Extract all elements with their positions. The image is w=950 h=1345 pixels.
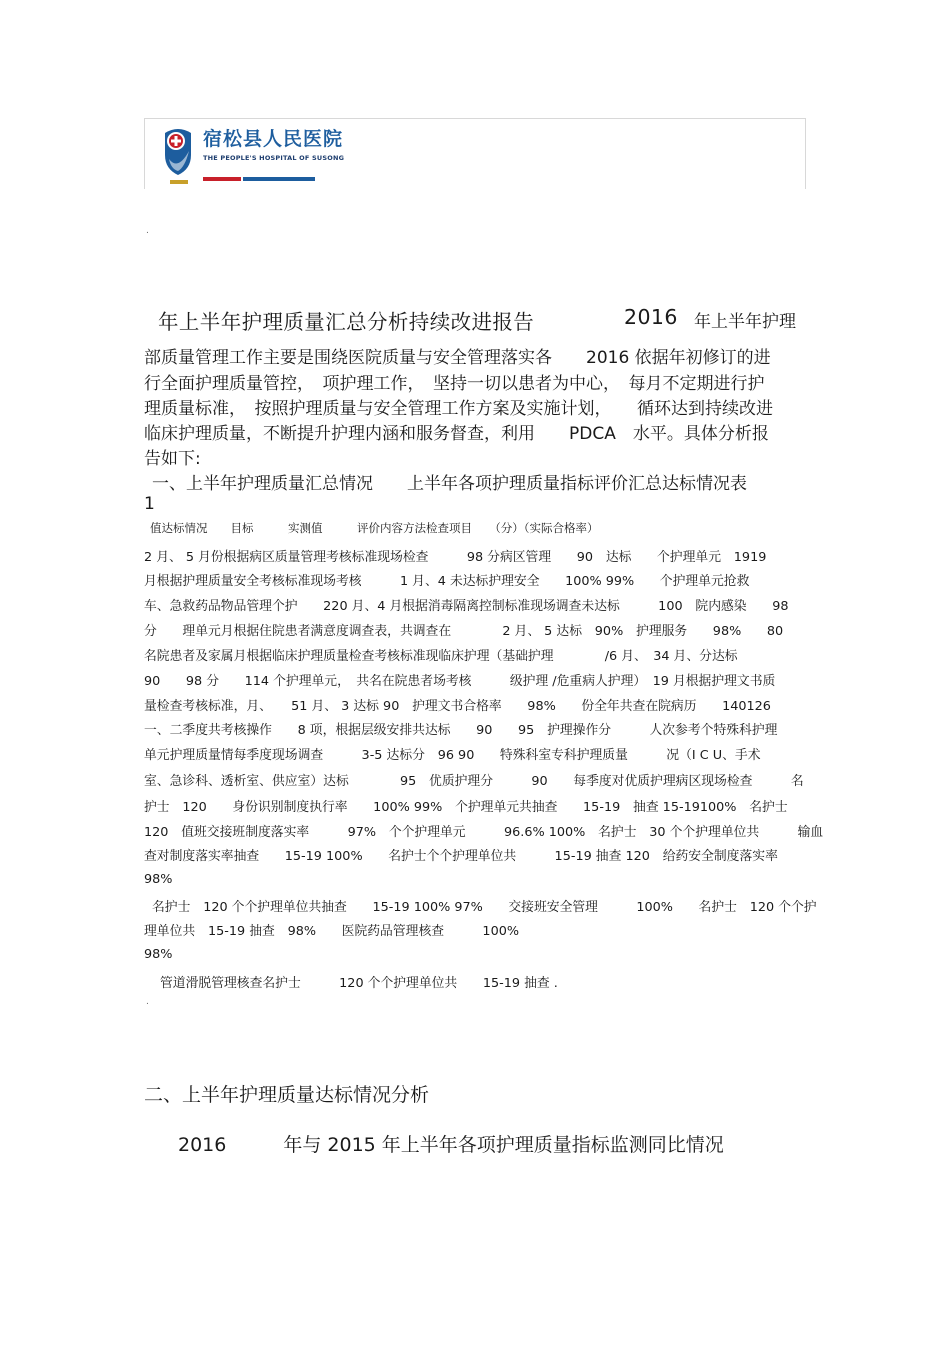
table-line: 单元护理质量情每季度现场调查 3-5 达标分 96 90 特殊科室专科护理质量 况（I C U、手术 [144,748,761,763]
report-title-continuation: 年上半年护理 [694,312,796,332]
table-line: 一、二季度共考核操作 8 项，根据层级安排共达标 90 95 护理操作分 人次参考个特殊科护理 [144,723,778,738]
letterhead [144,118,806,189]
table-line: 2 月、 5 月份根据病区质量管理考核标准现场检查 98 分病区管理 90 达标 个护理单元 1919 [144,550,767,565]
intro-line: 理质量标准， 按照护理质量与安全管理工作方案及实施计划， 循环达到持续改进 [144,399,773,419]
intro-line: 临床护理质量，不断提升护理内涵和服务督查，利用 PDCA 水平。具体分析报 [144,424,769,444]
table-line: 月根据护理质量安全考核标准现场考核 1 月、4 未达标护理安全 100% 99% 个护理单元抢救 [144,574,750,589]
hospital-logo-icon [159,125,197,187]
table-line: 90 98 分 114 个护理单元， 共名在院患者场考核 级护理 /危重病人护理） 19 月根据护理文书质 [144,674,776,689]
table-line: 120 值班交接班制度落实率 97% 个个护理单元 96.6% 100% 名护士 30 个个护理单位共 输血 [144,825,824,840]
table-line: 名院患者及家属月根据临床护理质量检查考核标准现临床护理（基础护理 /6 月、 34 月、分达标 [144,649,738,664]
intro-line: 部质量管理工作主要是围绕医院质量与安全管理落实各 2016 依据年初修订的进 [144,348,771,368]
intro-line: 告如下: [144,449,201,469]
table-line: 管道滑脱管理核查名护士 120 个个护理单位共 15-19 抽查 . [160,976,558,991]
logo-divider [203,177,315,181]
table-line: 理单位共 15-19 抽查 98% 医院药品管理核查 100% [144,924,520,939]
table-line: 护士 120 身份识别制度执行率 100% 99% 个护理单元共抽查 15-19 抽查 15-19100% 名护士 [144,800,788,815]
table-line: 车、急救药品物品管理个护 220 月、4 月根据消毒隔离控制标准现场调查未达标 100 院内感染 98 [144,599,789,614]
table-line: 名护士 120 个个护理单位共抽查 15-19 100% 97% 交接班安全管理 100% 名护士 120 个个护 [152,900,817,915]
section1-table-number: 1 [144,494,155,514]
table-line: 98% [144,872,173,887]
report-title: 年上半年护理质量汇总分析持续改进报告 [158,310,535,334]
report-title-year: 2016 [624,305,678,329]
table-header: 值达标情况 目标 实测值 评价内容方法检查项目 （分）（实际合格率） [150,521,599,535]
section2-subheading: 2016 年与 2015 年上半年各项护理质量指标监测同比情况 [178,1134,724,1156]
page-marker: . [146,997,149,1007]
section2-heading: 二、上半年护理质量达标情况分析 [144,1084,430,1106]
table-line: 查对制度落实率抽查 15-19 100% 名护士个个护理单位共 15-19 抽查 120 给药安全制度落实率 [144,849,778,864]
table-line: 分 理单元月根据住院患者满意度调查表，共调查在 2 月、 5 达标 90% 护理服务 98% 80 [144,624,784,639]
section1-heading: 一、上半年护理质量汇总情况 上半年各项护理质量指标评价汇总达标情况表 [152,474,747,494]
table-line: 量检查考核标准，月、 51 月、 3 达标 90 护理文书合格率 98% 份全年共查在院病历 140126 [144,699,771,714]
table-line: 98% [144,947,173,962]
intro-line: 行全面护理质量管控， 项护理工作， 坚持一切以患者为中心， 每月不定期进行护 [144,374,765,394]
table-line: 室、急诊科、透析室、供应室）达标 95 优质护理分 90 每季度对优质护理病区现场检查 名 [144,774,804,789]
page-marker: . [146,226,149,236]
hospital-name-english: THE PEOPLE'S HOSPITAL OF SUSONG [203,154,345,162]
hospital-name: 宿松县人民医院 [203,128,344,150]
